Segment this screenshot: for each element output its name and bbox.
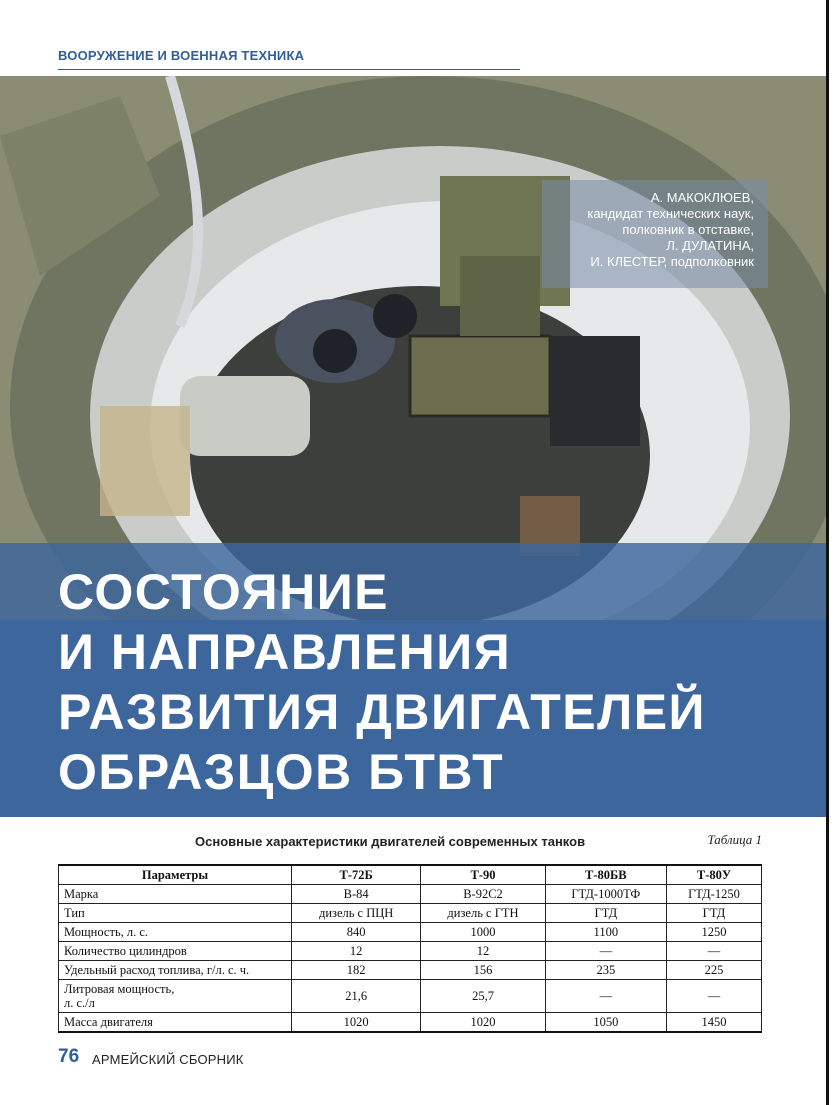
value-cell: 1100 (545, 923, 666, 942)
column-header: Т-80БВ (545, 865, 666, 885)
value-cell: В-92С2 (421, 885, 545, 904)
value-cell: 1020 (421, 1013, 545, 1033)
table-header-row (59, 865, 762, 885)
value-cell: 12 (292, 942, 421, 961)
table-row (59, 980, 762, 1013)
page-edge-rule (826, 0, 829, 1105)
magazine-name: АРМЕЙСКИЙ СБОРНИК (92, 1052, 244, 1067)
author-line: полковник в отставке, (622, 222, 754, 237)
value-cell: 25,7 (421, 980, 545, 1013)
tank-hatch-photo (0, 76, 826, 620)
table-row (59, 923, 762, 942)
value-cell: 182 (292, 961, 421, 980)
parameter-cell: Количество цилиндров (59, 942, 292, 961)
table-caption: Основные характеристики двигателей современных танков (195, 834, 586, 849)
tank-hatch-illustration (0, 76, 826, 620)
title-line: ОБРАЗЦОВ БТВТ (58, 744, 505, 800)
value-cell: 1250 (666, 923, 761, 942)
author-line: А. МАКОКЛЮЕВ, (650, 190, 754, 205)
table-row (59, 942, 762, 961)
author-line: И. КЛЕСТЕР, подполковник (590, 254, 754, 269)
parameter-cell: Удельный расход топлива, г/л. с. ч. (59, 961, 292, 980)
column-header: Т-80У (666, 865, 761, 885)
section-label: ВООРУЖЕНИЕ И ВОЕННАЯ ТЕХНИКА (58, 48, 305, 63)
parameter-cell: Марка (59, 885, 292, 904)
parameter-cell: Масса двигателя (59, 1013, 292, 1033)
table-number: Таблица 1 (707, 832, 762, 847)
table-row (59, 885, 762, 904)
title-line: СОСТОЯНИЕ (58, 564, 389, 620)
table-body (59, 885, 762, 1033)
value-cell: — (666, 980, 761, 1013)
value-cell: дизель с ГТН (421, 904, 545, 923)
article-title (58, 562, 706, 802)
table-row (59, 961, 762, 980)
value-cell: 21,6 (292, 980, 421, 1013)
value-cell: 156 (421, 961, 545, 980)
page-number: 76 (58, 1046, 80, 1067)
value-cell: ГТД-1000ТФ (545, 885, 666, 904)
value-cell: ГТД-1250 (666, 885, 761, 904)
parameter-cell: Мощность, л. с. (59, 923, 292, 942)
author-line: кандидат технических наук, (587, 206, 754, 221)
section-divider (58, 69, 520, 70)
column-header: Параметры (59, 865, 292, 885)
title-line: РАЗВИТИЯ ДВИГАТЕЛЕЙ (58, 684, 706, 740)
value-cell: 235 (545, 961, 666, 980)
value-cell: дизель с ПЦН (292, 904, 421, 923)
parameter-cell: Тип (59, 904, 292, 923)
column-header: Т-90 (421, 865, 545, 885)
table-row (59, 904, 762, 923)
value-cell: 1050 (545, 1013, 666, 1033)
value-cell: 225 (666, 961, 761, 980)
value-cell: ГТД (666, 904, 761, 923)
authors-block (587, 190, 754, 270)
value-cell: 1450 (666, 1013, 761, 1033)
value-cell: 840 (292, 923, 421, 942)
value-cell: — (545, 942, 666, 961)
table-row (59, 1013, 762, 1033)
author-line: Л. ДУЛАТИНА, (666, 238, 754, 253)
value-cell: В-84 (292, 885, 421, 904)
value-cell: 1000 (421, 923, 545, 942)
title-line: И НАПРАВЛЕНИЯ (58, 624, 512, 680)
value-cell: 1020 (292, 1013, 421, 1033)
value-cell: 12 (421, 942, 545, 961)
engine-specs-table (58, 864, 762, 1033)
value-cell: — (666, 942, 761, 961)
column-header: Т-72Б (292, 865, 421, 885)
value-cell: ГТД (545, 904, 666, 923)
value-cell: — (545, 980, 666, 1013)
parameter-cell: Литровая мощность, л. с./л (59, 980, 292, 1013)
